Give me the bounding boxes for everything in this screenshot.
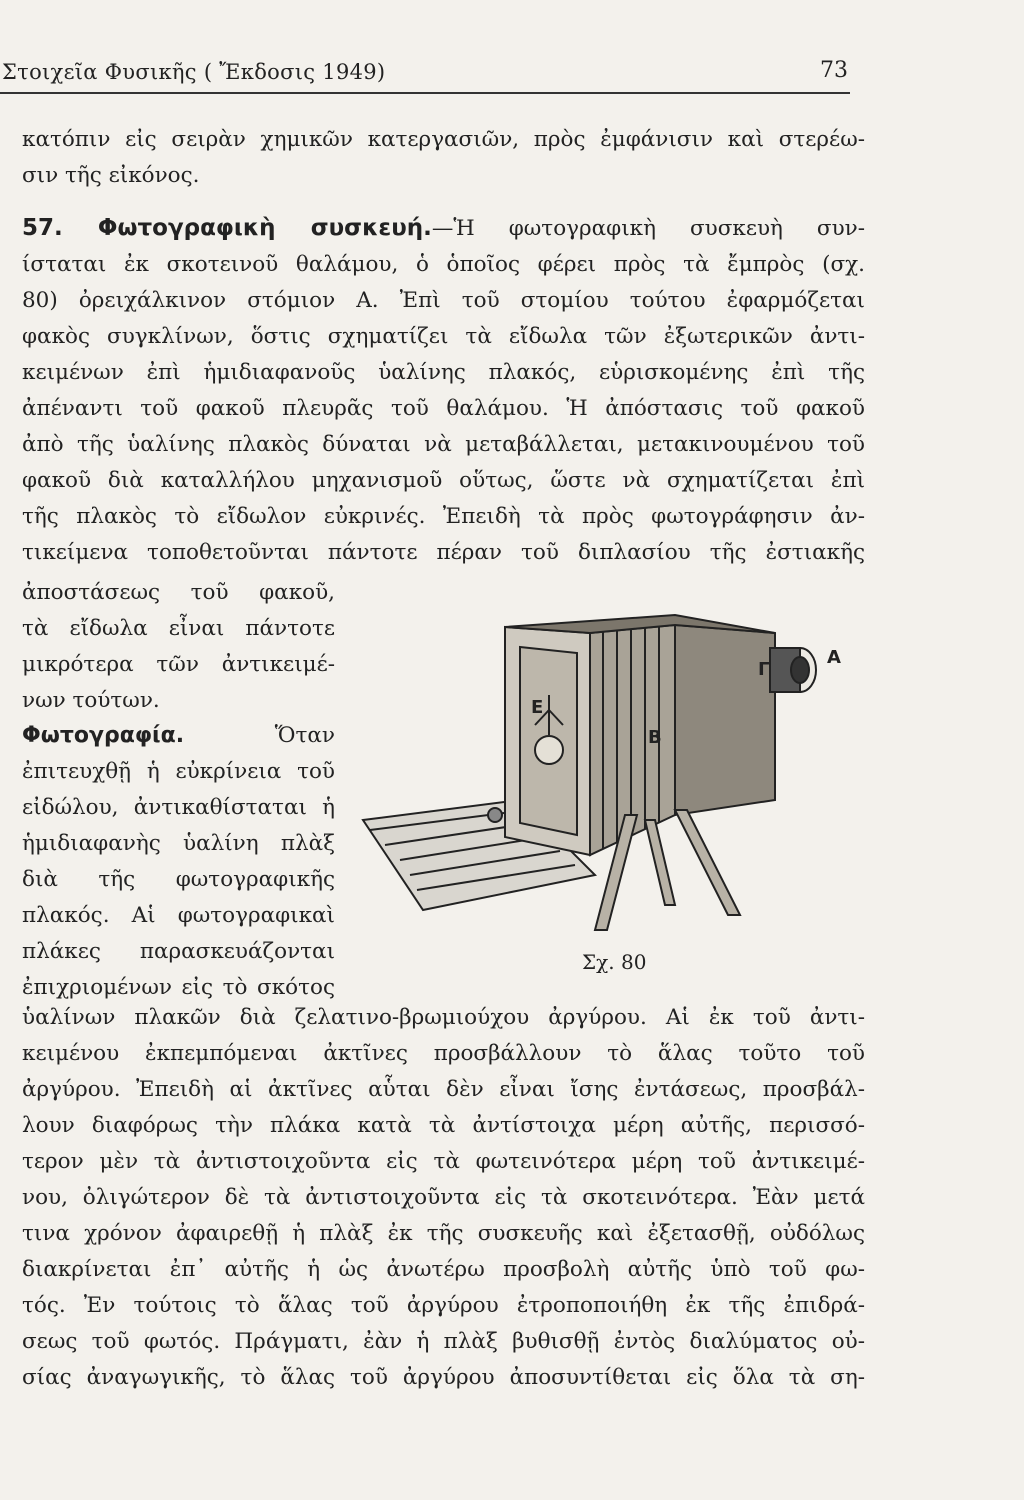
text-line: τὰ εἴδωλα εἶναι πάντοτε xyxy=(22,616,335,641)
text-line: διακρίνεται ἐπ᾽ αὐτῆς ἡ ὡς ἀνωτέρω προσβολὴ αὐτῆς ὑπὸ τοῦ φω- xyxy=(22,1257,865,1282)
section-57-narrow xyxy=(22,575,335,719)
text-line: πλακός. Αἱ φωτογραφικαὶ xyxy=(22,903,335,928)
text-line: ἀποστάσεως τοῦ φακοῦ, xyxy=(22,580,335,605)
text-line: ὑαλίνων πλακῶν διὰ ζελατινο-βρωμιούχου ἀργύρου. Αἱ ἐκ τοῦ ἀντι- xyxy=(22,1005,865,1030)
text-line: τός. Ἐν τούτοις τὸ ἅλας τοῦ ἀργύρου ἐτροποποιήθη ἐκ τῆς ἐπιδρά- xyxy=(22,1293,865,1318)
text-line: σεως τοῦ φωτός. Πράγματι, ἐὰν ἡ πλὰξ βυθισθῇ ἐντὸς διαλύματος οὐ- xyxy=(22,1329,865,1354)
text-line: σιν τῆς εἰκόνος. xyxy=(22,163,200,188)
text-line: ἡμιδιαφανὴς ὑαλίνη πλὰξ xyxy=(22,831,335,856)
text-line: κειμένων ἐπὶ ἡμιδιαφανοῦς ὑαλίνης πλακός, εὑρισκομένης ἐπὶ τῆς xyxy=(22,360,865,385)
camera-front-box xyxy=(675,625,775,815)
tripod-leg xyxy=(645,820,675,905)
section-57-body xyxy=(22,210,865,571)
photography-title: Φωτογραφία. xyxy=(22,723,185,748)
text-line: ἐπιτευχθῇ ἡ εὐκρίνεια τοῦ xyxy=(22,759,335,784)
figure-label-e: Ε xyxy=(531,697,544,718)
text-line: 80) ὀρειχάλκινον στόμιον Α. Ἐπὶ τοῦ στομίου τούτου ἐφαρμόζεται xyxy=(22,288,865,313)
text-line: τινα χρόνον ἀφαιρεθῇ ἡ πλὰξ ἐκ τῆς συσκευῆς καὶ ἐξετασθῇ, οὐδόλως xyxy=(22,1221,865,1246)
text-line: σίας ἀναγωγικῆς, τὸ ἅλας τοῦ ἀργύρου ἀποσυντίθεται εἰς ὅλα τὰ ση- xyxy=(22,1365,865,1390)
text-line: φακὸς συγκλίνων, ὅστις σχηματίζει τὰ εἴδωλα τῶν ἐξωτερικῶν ἀντι- xyxy=(22,324,865,349)
text-line: λουν διαφόρως τὴν πλάκα κατὰ τὰ ἀντίστοιχα μέρη αὐτῆς, περισσό- xyxy=(22,1113,865,1138)
text-line: τῆς πλακὸς τὸ εἴδωλον εὐκρινές. Ἐπειδὴ τὰ πρὸς φωτογράφησιν ἀν- xyxy=(22,504,865,529)
figure-label-g: Γ xyxy=(758,659,770,680)
camera-illustration xyxy=(345,585,855,975)
text-line: ἀργύρου. Ἐπειδὴ αἱ ἀκτῖνες αὗται δὲν εἶναι ἴσης ἐντάσεως, προσβάλ- xyxy=(22,1077,865,1102)
text-line: κατόπιν εἰς σειρὰν χημικῶν κατεργασιῶν, πρὸς ἐμφάνισιν καὶ στερέω- xyxy=(22,127,865,152)
tripod-leg xyxy=(675,810,740,915)
section-57-lead: —Ἡ φωτογραφικὴ συσκευὴ συν- xyxy=(431,216,865,241)
text-line: νου, ὀλιγώτερον δὲ τὰ ἀντιστοιχοῦντα εἰς τὰ σκοτεινότερα. Ἐὰν μετά xyxy=(22,1185,865,1210)
running-header xyxy=(0,58,850,94)
page-number: 73 xyxy=(820,58,848,83)
text-line: μικρότερα τῶν ἀντικειμέ- xyxy=(22,652,335,677)
text-line: φακοῦ διὰ καταλλήλου μηχανισμοῦ οὕτως, ὥστε νὰ σχηματίζεται ἐπὶ xyxy=(22,468,865,493)
section-57-title: 57. Φωτογραφικὴ συσκευή. xyxy=(22,215,432,241)
photography-narrow xyxy=(22,718,335,1006)
text-line: νων τούτων. xyxy=(22,688,160,713)
section-57-first-line xyxy=(22,210,865,247)
text-line: εἰδώλου, ἀντικαθίσταται ἡ xyxy=(22,795,335,820)
text-line: κειμένου ἐκπεμπόμεναι ἀκτῖνες προσβάλλουν τὸ ἅλας τοῦτο τοῦ xyxy=(22,1041,865,1066)
text-line: ἀπέναντι τοῦ φακοῦ πλευρᾶς τοῦ θαλάμου. Ἡ ἀπόστασις τοῦ φακοῦ xyxy=(22,396,865,421)
text-line: ἐπιχριομένων εἰς τὸ σκότος xyxy=(22,975,335,1000)
text-line: διὰ τῆς φωτογραφικῆς xyxy=(22,867,335,892)
text-line: τικείμενα τοποθετοῦνται πάντοτε πέραν τοῦ διπλασίου τῆς ἐστιακῆς xyxy=(22,540,865,565)
text-line: τερον μὲν τὰ ἀντιστοιχοῦντα εἰς τὰ φωτεινότερα μέρη τοῦ ἀντικειμέ- xyxy=(22,1149,865,1174)
figure-label-b: Β xyxy=(648,727,662,748)
photography-lead: Ὅταν xyxy=(274,723,335,748)
figure-caption: Σχ. 80 xyxy=(582,950,647,974)
running-title: Στοιχεῖα Φυσικῆς ( Ἔκδοσις 1949) xyxy=(2,60,386,84)
paragraph-continuation xyxy=(22,122,865,194)
figure-label-a: Α xyxy=(827,647,841,668)
photography-first-line xyxy=(22,718,335,754)
text-line: πλάκες παρασκευάζονται xyxy=(22,939,335,964)
text-line: ίσταται ἐκ σκοτεινοῦ θαλάμου, ὁ ὁποῖος φέρει πρὸς τὰ ἔμπρὸς (σχ. xyxy=(22,252,865,277)
photography-body xyxy=(22,1000,865,1396)
text-line: ἀπὸ τῆς ὑαλίνης πλακὸς δύναται νὰ μεταβάλλεται, μετακινουμένου τοῦ xyxy=(22,432,865,457)
